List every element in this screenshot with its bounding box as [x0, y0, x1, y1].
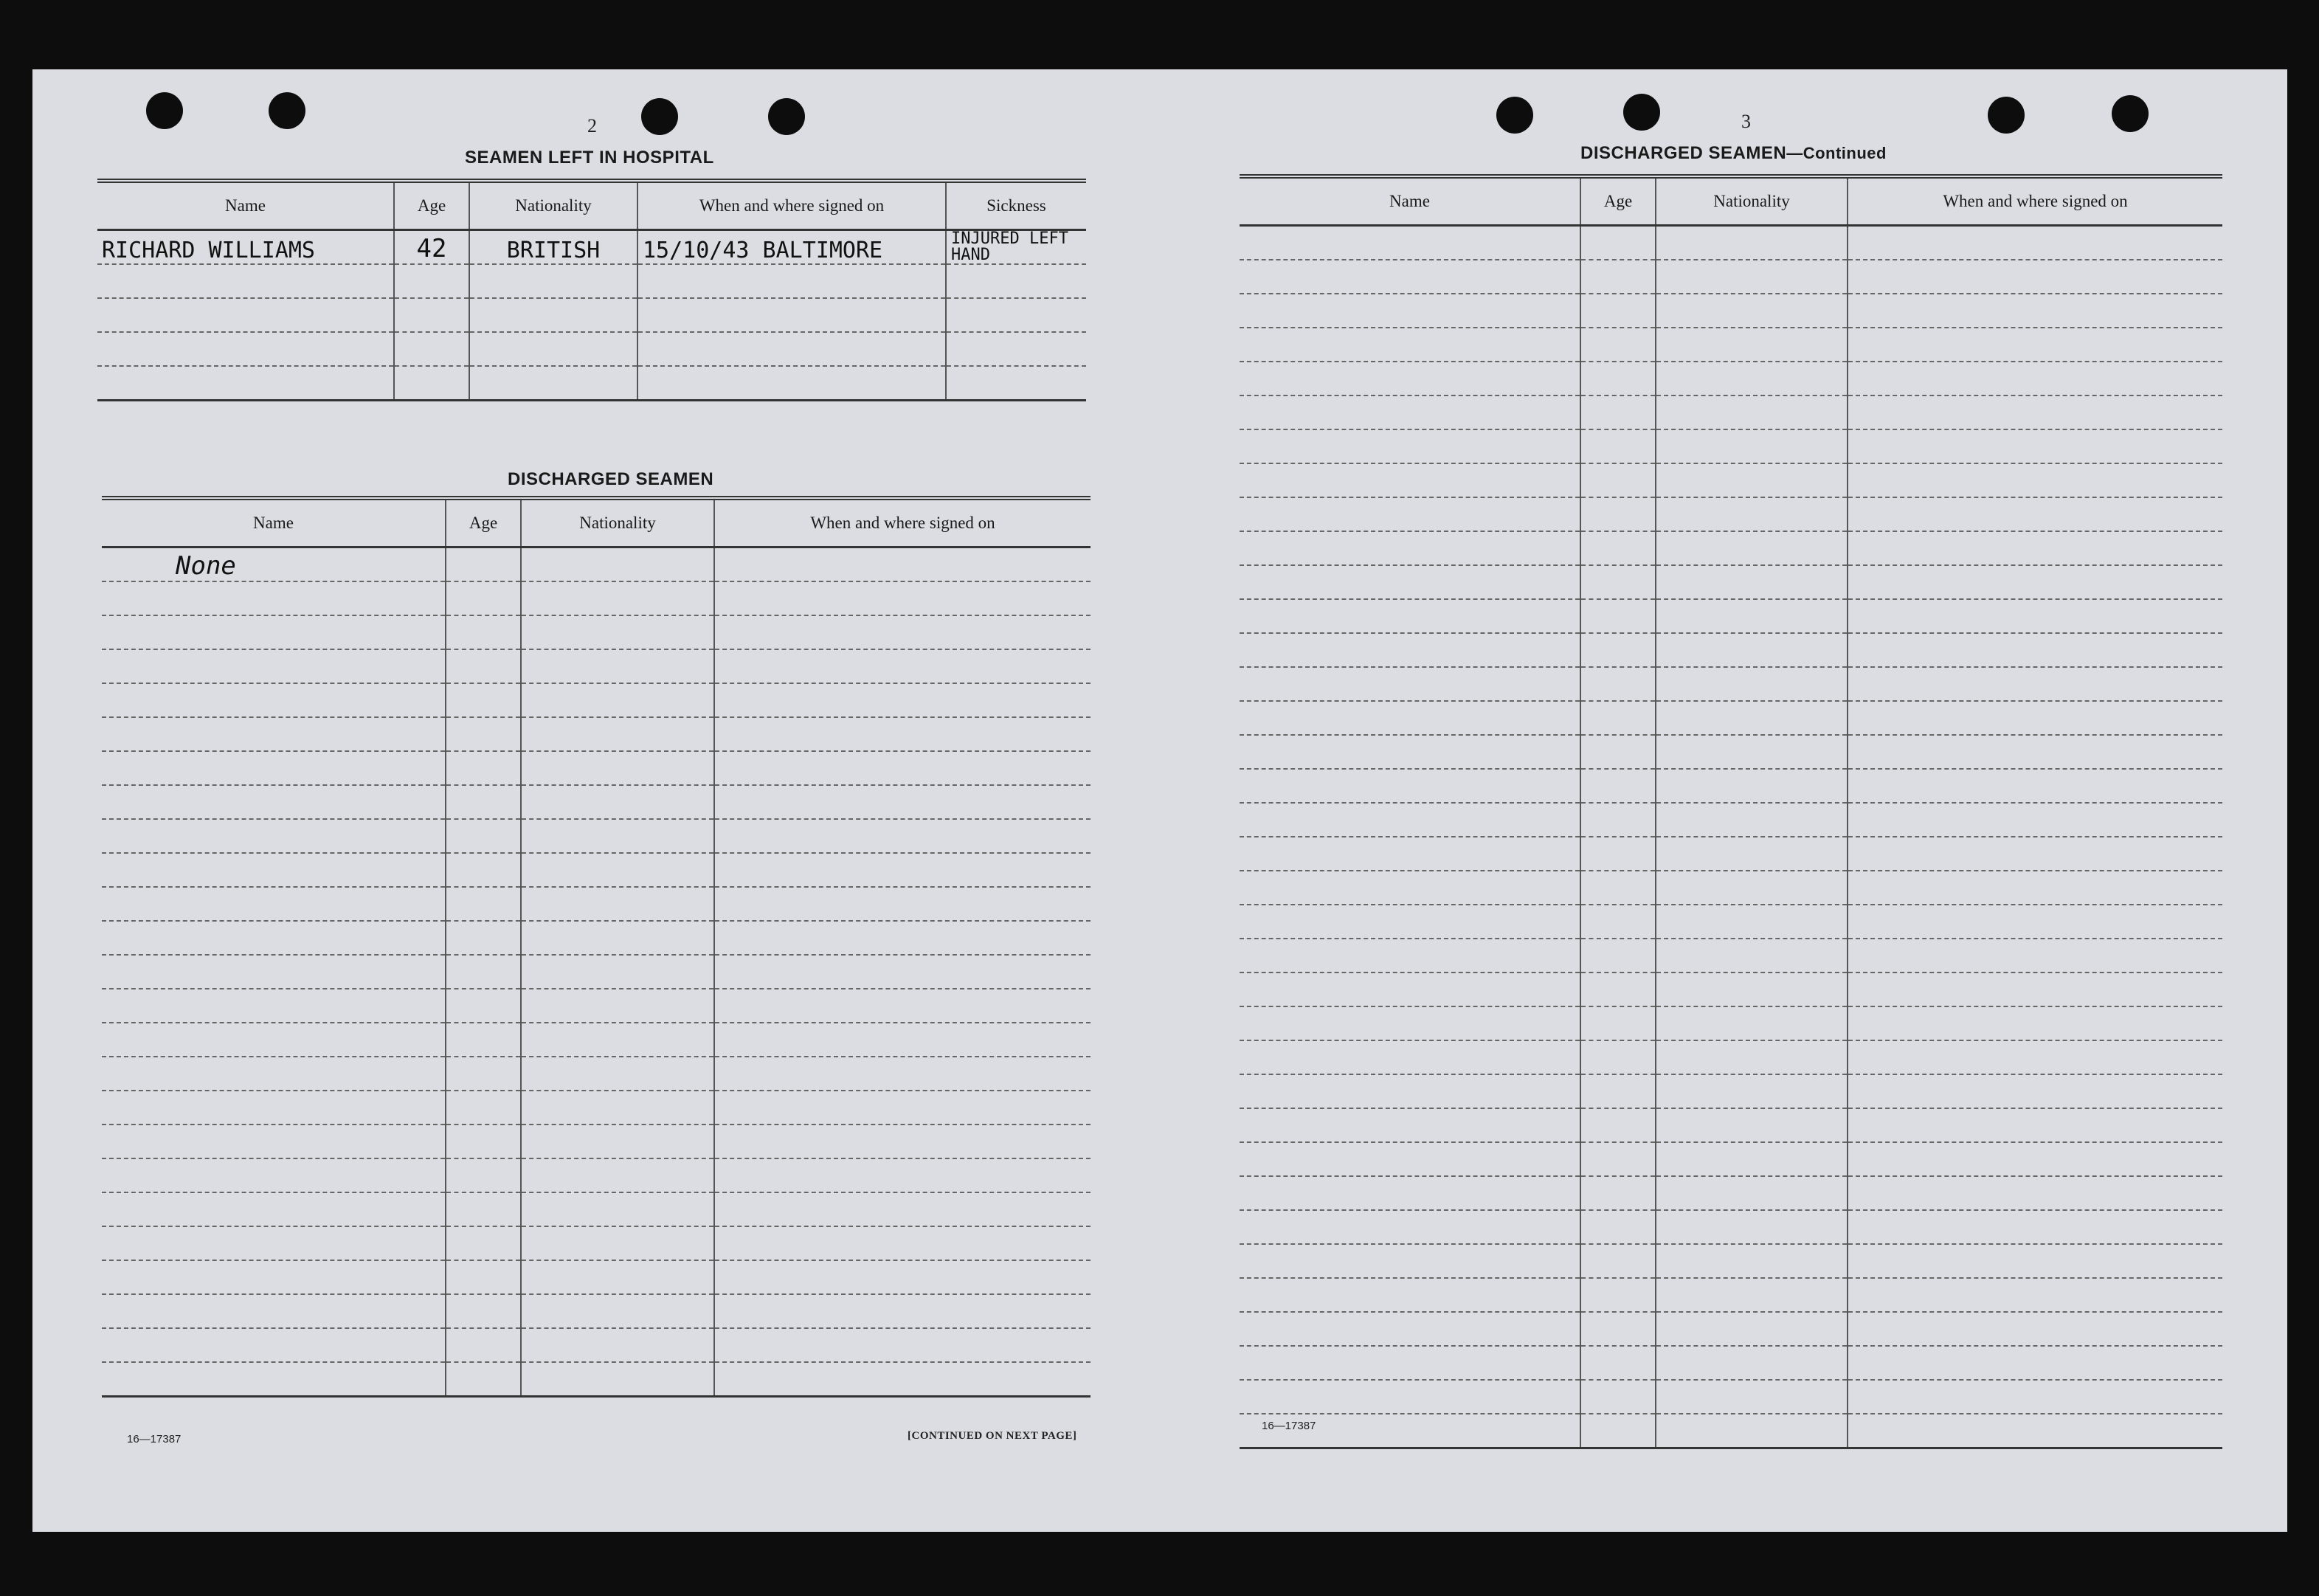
table-row	[1240, 294, 2222, 328]
seaman-age: 42	[394, 230, 469, 265]
title-suffix: —Continued	[1786, 144, 1887, 162]
table-row	[1240, 497, 2222, 531]
table-row	[1240, 429, 2222, 463]
seaman-sickness: INJURED LEFT HAND	[946, 230, 1086, 265]
table-row	[1240, 226, 2222, 260]
column-header-name: Name	[102, 498, 446, 547]
table-row	[102, 717, 1091, 751]
table-row	[1240, 837, 2222, 871]
table-row	[102, 615, 1091, 649]
table-row	[97, 230, 1086, 265]
table-row	[1240, 1210, 2222, 1244]
table-row	[102, 1294, 1091, 1328]
seaman-name: RICHARD WILLIAMS	[97, 230, 394, 265]
table-row	[102, 751, 1091, 785]
table-row	[102, 1260, 1091, 1294]
table-row	[102, 819, 1091, 853]
table-row	[1240, 939, 2222, 973]
discharged-continued-header-row	[1240, 176, 2222, 226]
table-row	[1240, 1006, 2222, 1040]
punch-hole	[269, 92, 305, 129]
table-row	[102, 1362, 1091, 1397]
table-row	[102, 955, 1091, 989]
discharged-continued-title	[1580, 143, 1887, 164]
punch-hole	[1623, 94, 1660, 131]
table-row	[1240, 667, 2222, 701]
discharged-none-entry: None	[102, 547, 446, 582]
page-number-left: 2	[587, 115, 597, 137]
table-row	[1240, 1414, 2222, 1448]
table-row	[1240, 599, 2222, 633]
table-row	[1240, 735, 2222, 769]
table-row	[102, 887, 1091, 921]
table-row	[102, 1125, 1091, 1158]
document-sheet	[32, 69, 2287, 1532]
column-header-age: Age	[446, 498, 521, 547]
table-row	[97, 298, 1086, 332]
table-row	[102, 1057, 1091, 1091]
table-row	[102, 547, 1091, 582]
table-row	[102, 649, 1091, 683]
table-row	[102, 1192, 1091, 1226]
table-row	[1240, 1074, 2222, 1108]
table-row	[1240, 1176, 2222, 1210]
discharged-table-left	[102, 496, 1091, 1398]
table-row	[1240, 905, 2222, 939]
table-row	[1240, 1312, 2222, 1346]
table-row	[1240, 362, 2222, 395]
table-row	[102, 1226, 1091, 1260]
punch-hole	[2112, 95, 2149, 132]
continued-note: [CONTINUED ON NEXT PAGE]	[908, 1430, 1077, 1442]
table-row	[1240, 1040, 2222, 1074]
title-main: DISCHARGED SEAMEN	[1580, 143, 1787, 163]
column-header-signed-on: When and where signed on	[714, 498, 1091, 547]
seaman-signed-on: 15/10/43 BALTIMORE	[637, 230, 946, 265]
table-row	[1240, 395, 2222, 429]
table-row	[1240, 531, 2222, 565]
table-row	[102, 1091, 1091, 1125]
table-row	[1240, 1244, 2222, 1278]
punch-hole	[1988, 97, 2025, 134]
table-row	[1240, 1380, 2222, 1414]
column-header-name: Name	[1240, 176, 1580, 226]
column-header-age: Age	[1580, 176, 1656, 226]
table-row	[1240, 1278, 2222, 1312]
discharged-table-right	[1240, 174, 2222, 1449]
discharged-section-title: DISCHARGED SEAMEN	[508, 469, 714, 489]
punch-hole	[641, 98, 678, 135]
column-header-name: Name	[97, 181, 394, 230]
column-header-age: Age	[394, 181, 469, 230]
column-header-signed-on: When and where signed on	[637, 181, 946, 230]
table-row	[102, 1023, 1091, 1057]
column-header-nationality: Nationality	[1656, 176, 1848, 226]
table-row	[1240, 803, 2222, 837]
column-header-sickness: Sickness	[946, 181, 1086, 230]
table-row	[1240, 871, 2222, 905]
form-number-left: 16—17387	[127, 1433, 182, 1445]
table-row	[97, 332, 1086, 366]
hospital-header-row	[97, 181, 1086, 230]
table-row	[1240, 463, 2222, 497]
punch-hole	[146, 92, 183, 129]
table-row	[1240, 973, 2222, 1006]
table-row	[1240, 260, 2222, 294]
table-row	[102, 1158, 1091, 1192]
table-row	[1240, 1142, 2222, 1176]
table-row	[102, 989, 1091, 1023]
table-row	[1240, 1108, 2222, 1142]
punch-hole	[768, 98, 805, 135]
punch-hole	[1496, 97, 1533, 134]
column-header-nationality: Nationality	[469, 181, 637, 230]
table-row	[1240, 328, 2222, 362]
table-row	[102, 921, 1091, 955]
table-row	[97, 264, 1086, 298]
table-row	[102, 683, 1091, 717]
table-row	[1240, 701, 2222, 735]
table-row	[97, 366, 1086, 401]
discharged-header-row	[102, 498, 1091, 547]
table-row	[102, 1328, 1091, 1362]
column-header-nationality: Nationality	[521, 498, 714, 547]
page-number-right: 3	[1741, 111, 1751, 132]
column-header-signed-on: When and where signed on	[1848, 176, 2222, 226]
table-row	[1240, 565, 2222, 599]
seaman-nationality: BRITISH	[469, 230, 637, 265]
table-row	[1240, 633, 2222, 667]
table-row	[1240, 1346, 2222, 1380]
form-number-right: 16—17387	[1262, 1420, 1316, 1432]
hospital-section-title: SEAMEN LEFT IN HOSPITAL	[465, 148, 714, 167]
table-row	[1240, 769, 2222, 803]
hospital-table	[97, 179, 1086, 401]
table-row	[102, 581, 1091, 615]
table-row	[102, 785, 1091, 819]
table-row	[102, 853, 1091, 887]
